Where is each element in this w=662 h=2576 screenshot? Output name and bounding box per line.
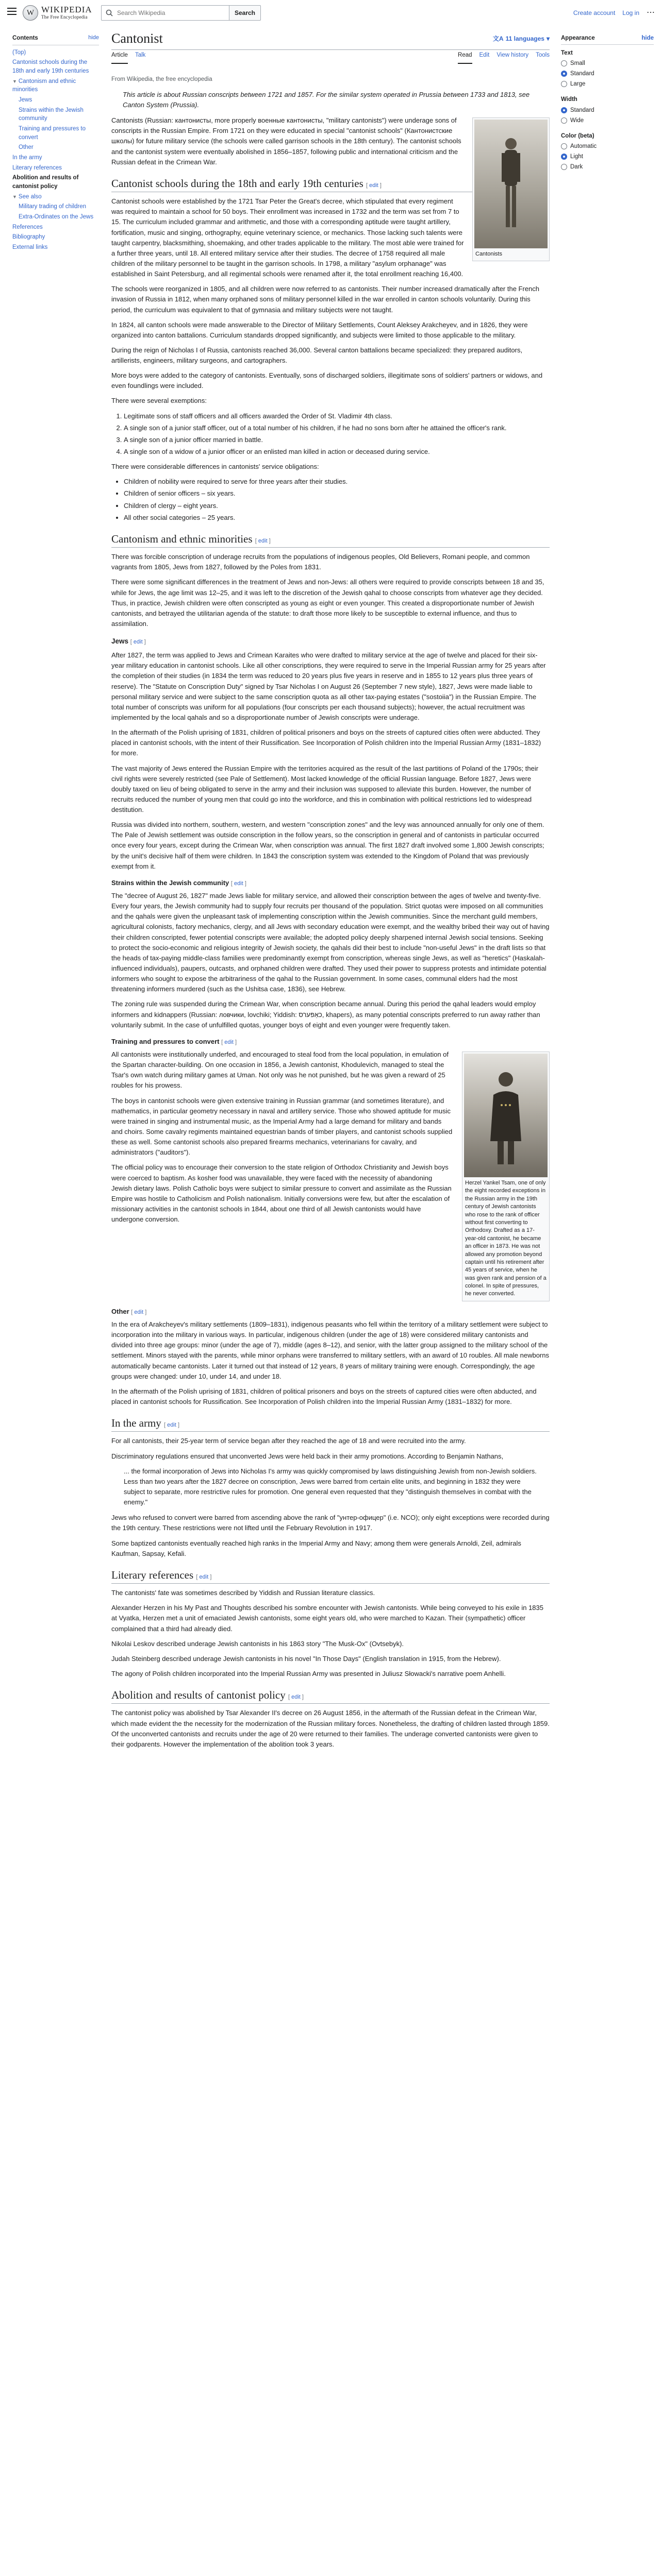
paragraph: The zoning rule was suspended during the Crimean War, when conscription became annual. During this period the qahal leaders would employ informers and kidnappers (Russian: ловчики, lovchiki; Yiddish: כאַפּערס, khapers), as many potential conscripts preferred to run away rather than voluntarily submit. In the case of unfulfilled quotas, younger boys of eight and even younger were frequently taken. — [111, 1000, 540, 1029]
toc-item-label[interactable]: (Top) — [12, 49, 26, 56]
toc-item-other[interactable] — [12, 143, 99, 152]
radio-circle[interactable] — [561, 60, 567, 66]
toc-item-strains[interactable] — [12, 106, 99, 123]
site-sub: From Wikipedia, the free encyclopedia — [111, 76, 212, 82]
exemptions-list — [111, 411, 550, 457]
tab-edit[interactable]: Edit — [479, 52, 490, 58]
tab-read[interactable]: Read — [458, 51, 472, 64]
toc-item-extra-ordinates[interactable] — [12, 213, 99, 222]
list-item: • Children of nobility were required to serve for three years after their studies. — [124, 477, 550, 487]
edit-section-link[interactable]: [ edit ] — [221, 1039, 237, 1045]
paragraph: The cantonist policy was abolished by Tsar Alexander II's decree on 26 August 1856, in the aftermath of the Russian defeat in the Crimean War, which made evident the the necessity for the modernization of the Russian military forces. Nonetheless, the drafting of children lasted through 1859. Of the unconverted cantonists and recruits under the age of 20 were returned to their families. The underage converted cantonists were given to their godparents. However the implementation of the abolition took 3 years. — [111, 1709, 550, 1748]
heading-text: Cantonist schools during the 18th and early 19th centuries — [111, 177, 363, 190]
heading-text: Strains within the Jewish community — [111, 878, 229, 887]
list-item: 1. Legitimate sons of staff officers and all officers awarded the Order of St. Vladimir 4th class. — [124, 411, 550, 421]
figure-caption: Cantonists — [475, 251, 502, 258]
edit-section-link[interactable]: [ edit ] — [196, 1573, 212, 1580]
toc-item-label[interactable]: In the army — [12, 155, 42, 161]
toc-item-label[interactable]: Other — [19, 144, 34, 151]
figure-cantonists — [472, 117, 550, 261]
toc-item-label[interactable]: See also — [18, 193, 42, 200]
list-item: • All other social categories – 25 years. — [124, 513, 550, 523]
radio-width-standard[interactable] — [561, 106, 654, 114]
paragraph: In the aftermath of the Polish uprising of 1831, children of political prisoners and boys on the streets of captured cities often were abducted. They placed in cantonist schools, with the intent of their Russification. See Incorporation of Polish children into the Imperial Russian Army (1831–1832) for more. — [111, 728, 541, 757]
figure-herzel-tsam — [462, 1052, 550, 1301]
radio-color-automatic[interactable] — [561, 142, 654, 150]
quote-block: ... the formal incorporation of Jews into Nicholas I's army was quickly compromised by laws distinguishing Jewish from non-Jewish soldiers. Less than two years after the 1827 decree on conscription, Jews were barred from certain elite units, and beginning in 1832 they were subject to separate, more restrictive rules for promotion. One general even requested that they "distinguish themselves in combat with the enemy." — [124, 1467, 537, 1506]
list-item: 4. A single son of a widow of a junior officer or an enlisted man killed in action or deceased during service. — [124, 447, 550, 457]
edit-link[interactable]: edit — [133, 639, 143, 646]
radio-text-small[interactable] — [561, 59, 654, 67]
paragraph: After 1827, the term was applied to Jews and Crimean Karaites who were drafted to military service at the age of twelve and placed for their six-year military education in cantonist schools. Like all other conscriptions, they were required to serve in the Imperial Russian army for 25 years after the completion of their studies (in 1834 the term was reduced to 20 years plus five years in reserve and in 1855 to 12 years plus three years of reserve). The "Statute on Conscription Duty" signed by Tsar Nicholas I on August 26 (September 7 new style), 1827, Jews were made liable to personal military service and were subject to the same conscription quota as all other tax-paying estates ("sostoiia") in the Russian Empire. The total number of conscripts was uniform for all populations (four conscripts per each thousand subjects); however, the actual recruitment was implemented by the local qahals and so a disproportionate number of Jewish conscripts were underage. — [111, 651, 546, 721]
search-box — [101, 5, 229, 21]
toc-item-jews[interactable] — [12, 96, 99, 105]
toc-item-references[interactable] — [12, 223, 99, 232]
paragraph: Judah Steinberg described underage Jewish cantonists in his novel "In Those Days" (English translation in 1915, from the Hebrew). — [111, 1654, 501, 1663]
toc-item-training[interactable] — [12, 125, 99, 142]
edit-section-link[interactable]: [ edit ] — [255, 537, 271, 544]
paragraph: Nikolai Leskov described underage Jewish cantonists in his 1863 story "The Musk-Ox" (Ovtsebyk). — [111, 1639, 404, 1648]
radio-label: Dark — [570, 164, 583, 171]
width-group — [561, 95, 654, 124]
language-button[interactable] — [493, 34, 550, 44]
list-item: • Children of senior officers – six years. — [124, 488, 550, 499]
herzel-tsam-portrait[interactable] — [464, 1054, 548, 1177]
logo-title: WIKIPEDIA — [41, 4, 92, 14]
edit-section-link[interactable]: [ edit ] — [130, 639, 146, 646]
header — [0, 0, 662, 27]
section-heading-in-the-army — [111, 1416, 550, 1432]
toc-item-abolition[interactable] — [12, 174, 99, 191]
paragraph: All cantonists were institutionally underfed, and encouraged to steal food from the local population, in emulation of the Spartan character-building. On one occasion in 1856, a Jewish cantonist, Khodulevich, managed to steal the Tsar's own watch during military games at Uman. Not only was he not punished, but he was given a reward of 25 roubles for his prowess. — [111, 1050, 449, 1090]
edit-link[interactable]: edit — [258, 537, 268, 544]
appearance-panel — [561, 34, 654, 178]
radio-text-large[interactable] — [561, 80, 654, 88]
text-size-label: Text — [561, 50, 573, 57]
edit-link[interactable]: edit — [291, 1694, 301, 1701]
search-form — [101, 5, 261, 21]
log-in-link[interactable]: Log in — [622, 9, 639, 16]
edit-section-link[interactable]: [ edit ] — [164, 1422, 180, 1429]
toc-item-see-also[interactable] — [12, 193, 99, 201]
toc-item-label[interactable]: Extra-Ordinates on the Jews — [19, 214, 94, 221]
paragraph: Alexander Herzen in his My Past and Thoughts described his sombre encounter with Jewish cantonists. While being conveyed to his exile in 1835 at Vyatka, Herzen met a unit of emaciated Jewish cantonists, some eight years old, who were marched to Kazan. Their (sympathetic) officer complained that a third had already died. — [111, 1604, 543, 1633]
tab-tools[interactable]: Tools — [536, 52, 550, 58]
personal-tools — [573, 8, 655, 18]
tab-article[interactable]: Article — [111, 51, 128, 64]
radio-circle[interactable] — [561, 117, 567, 124]
page-tabs — [111, 49, 550, 64]
search-icon — [106, 9, 113, 16]
radio-circle[interactable] — [561, 81, 567, 87]
globe-icon: W — [23, 5, 38, 21]
edit-section-link[interactable]: [ edit ] — [230, 880, 246, 887]
edit-section-link[interactable]: [ edit ] — [288, 1694, 304, 1701]
radio-label: Automatic — [570, 143, 597, 149]
paragraph: The vast majority of Jews entered the Russian Empire with the territories acquired as the result of the last partitions of Poland of the 1790s; their civil rights were severely restricted (see Pale of Settlement). Most lacked knowledge of the official Russian language. Before 1827, Jews were doubly taxed on lieu of being obligated to serve in the army and their inclusion was supposed to alleviate this burden. However, the number of recruits reduced the number of young men that could go into the workforce, and this in combination with political restrictions led to widespread destitution. — [111, 764, 539, 814]
radio-label: Wide — [570, 117, 584, 124]
heading-text: Cantonism and ethnic minorities — [111, 532, 253, 545]
paragraph: Jews who refused to convert were barred from ascending above the rank of "унтер-офицер" (i.e. NCO); only eight exceptions were recorded during the 19th century. These restrictions were not lifted until the February Revolution in 1917. — [111, 1514, 550, 1532]
tab-view-history[interactable]: View history — [496, 52, 529, 58]
toc-item-label[interactable]: Literary references — [12, 164, 62, 171]
toc-hide-button[interactable]: hide — [88, 35, 99, 41]
chevron-down-icon: ▾ — [546, 35, 550, 42]
wikipedia-logo[interactable] — [23, 4, 92, 22]
edit-link[interactable]: edit — [234, 880, 243, 887]
paragraph: During the reign of Nicholas I of Russia, cantonists reached 36,000. Several canton battalions became specialized: they prepared auditors, artillerists, engineers, military surgeons, and cartographers. — [111, 346, 523, 365]
section-heading-strains — [111, 878, 550, 888]
toc-item-military-trading[interactable] — [12, 202, 99, 211]
heading-text: Literary references — [111, 1568, 194, 1581]
section-heading-literary — [111, 1568, 550, 1584]
radio-circle[interactable] — [561, 107, 567, 113]
paragraph: The boys in cantonist schools were given extensive training in Russian grammar (and sometimes literature), and mathematics, in particular geometry necessary in naval and artillery service. Those who showed aptitude for music were trained in singing and instrumental music, as the Imperial Army had a large demand for military and bands and choirs. Some cavalry regiments maintained equestrian bands of timber players, and cantonist schools supplied these as well. Some cantonist schools also prepared firearms mechanics, veterinarians for cavalry, and administrators ("auditors"). — [111, 1096, 453, 1157]
toc-item-label[interactable]: Cantonism and ethnic minorities — [12, 78, 76, 93]
search-button[interactable]: Search — [229, 5, 261, 21]
radio-color-light[interactable] — [561, 152, 654, 161]
article-body — [111, 75, 550, 1754]
page-title: Cantonist — [111, 31, 163, 46]
paragraph: The agony of Polish children incorporated into the Imperial Russian Army was presented in Juliusz Słowacki's narrative poem Anhelli. — [111, 1669, 506, 1677]
edit-link[interactable]: edit — [224, 1039, 234, 1045]
paragraph: The cantonists' fate was sometimes described by Yiddish and Russian literature classics. — [111, 1589, 375, 1597]
text-size-group — [561, 49, 654, 88]
heading-text: In the army — [111, 1417, 161, 1430]
heading-text: Abolition and results of cantonist policy — [111, 1689, 286, 1702]
edit-link[interactable]: edit — [167, 1422, 176, 1429]
edit-section-link[interactable]: [ edit ] — [131, 1309, 147, 1315]
paragraph: In the era of Arakcheyev's military settlements (1809–1831), indigenous peasants who fell within the territory of a military settlement were subject to incorporation into the military in various ways. In particular, indigenous children (under the age of 18) were considered military cantonists and divided into three age groups: minor (under the age of 7), middle (ages 8–12), and senior, with the latter group assigned to the military school of the settlement. Minors stayed with the parents, while minor orphans were transferred to military settlers, with an award of 10 roubles. All male newborns automatically became cantonists. Later it turned out that instead of 12 years, 8 years of military training were enough. Correspondingly, the age groups were changed: under 10, under 14, and under 18. — [111, 1320, 549, 1380]
radio-label: Small — [570, 60, 585, 67]
create-account-link[interactable]: Create account — [573, 9, 616, 16]
toc-item-label[interactable]: Jews — [19, 97, 32, 104]
paragraph: The "decree of August 26, 1827" made Jews liable for military service, and allowed their conscription between the ages of twelve and twenty-five. Every four years, the Jewish community had to supply four recruits per thousand of the population. Strict quotas were imposed on all communities and the qahals were given the unpleasant task of implementing conscription within the Jewish communities. Since the merchant guild members, agricultural colonists, factory mechanics, clergy, and all Jews with secondary education were exempt, and the wealthy bribed their way out of having their children conscripted, fewer potential conscripts were available; the adopted policy deeply sharpened internal Jewish social tensions. Seeking to protect the socio-economic and religious integrity of Jewish society, the qahals did their best to include "non-useful Jews" in the draft lists so that the heads of tax-paying middle-class families were predominantly exempt from conscription, whereas single Jews, as well as "heretics" (Haskalah-influenced individuals), paupers, outcasts, and orphaned children were drafted. They used their power to suppress protests and intimidate potential informers who sought to expose the arbitrariness of the qahal to the Russian government. In some cases, communal elders had the most threatening informers murdered (such as the Ushitsa case, 1836), see Hebrew. — [111, 892, 550, 993]
edit-link[interactable]: edit — [369, 182, 378, 189]
section-heading-ethnic-minorities — [111, 532, 550, 548]
paragraph: Some baptized cantonists eventually reached high ranks in the Imperial Army and Navy; among them were generals Arnoldi, Zeil, admirals Kaufman, Sapsay, Kefali. — [111, 1539, 521, 1557]
language-count: 11 languages — [505, 35, 544, 42]
radio-color-dark[interactable] — [561, 163, 654, 171]
paragraph: There were some significant differences in the treatment of Jews and non-Jews: all others were required to provide conscripts between 18 and 35, while for Jews, the age limit was 12–25, and it was left to the discretion of the Jewish qahal to choose conscripts from whatever age they decided. Thus, in practice, Jewish children were often conscripted as young as eight or even younger. This created a disproportionate number of Jewish cantonists, and betrayed the utilitarian agenda of the statute: to draft those more likely to be susceptible to external influence, and thus to assimilation. — [111, 578, 544, 628]
section-heading-jews — [111, 636, 550, 647]
heading-text: Training and pressures to convert — [111, 1037, 220, 1045]
radio-circle[interactable] — [561, 164, 567, 170]
paragraph: There were several exemptions: — [111, 397, 207, 405]
paragraph: There were considerable differences in cantonists' service obligations: — [111, 463, 319, 471]
width-label: Width — [561, 96, 577, 103]
section-heading-abolition — [111, 1688, 550, 1704]
toc-item-label[interactable]: External links — [12, 244, 48, 251]
list-item: 2. A single son of a junior staff officer, out of a total number of his children, if he had no sons born after he attained the officer's rank. — [124, 423, 550, 433]
title-area — [111, 27, 550, 64]
cantonists-image[interactable] — [474, 120, 548, 248]
paragraph: There was forcible conscription of underage recruits from the populations of indigenous peoples, Old Believers, Romani people, and common vagrants from 1805, Jews from 1827, followed by the Poles from 1831. — [111, 553, 530, 571]
table-of-contents — [12, 34, 99, 253]
figure-caption: Herzel Yankel Tsam, one of only the eight recorded exceptions in the Russian army in the 19th century of Jewish cantonists who rose to the rank of officer without first converting to Orthodoxy. Drafted as a 17-year-old cantonist, he became an officer in 1873. He was not allowed any promotion beyond captain until his retirement after 45 years of service, when he was given rank and pension of a colonel. In spite of pressures, he never converted. — [465, 1180, 547, 1297]
chevron-down-icon[interactable]: ▼ — [12, 78, 17, 84]
hatnote: This article is about Russian conscripts between 1721 and 1857. For the similar system operated in Prussia between 1733 and 1813, see Canton System (Prussia). — [123, 90, 530, 109]
paragraph: In 1824, all canton schools were made answerable to the Director of Military Settlements, Count Aleksey Arakcheyev, and in 1826, they were organized into canton battalions. Curriculum standards dropped significantly, and subjects were limited to those applicable to the military. — [111, 320, 528, 339]
appearance-title: Appearance — [561, 35, 595, 41]
toc-item-ethnic-minorities[interactable] — [12, 77, 99, 94]
paragraph: More boys were added to the category of cantonists. Eventually, sons of discharged soldiers, illegitimate sons of soldiers' partners or widows, and even foundlings were included. — [111, 371, 543, 390]
logo-tagline: The Free Encyclopedia — [41, 14, 88, 20]
toc-item-label[interactable]: Training and pressures to convert — [19, 126, 86, 141]
edit-link[interactable]: edit — [134, 1309, 144, 1315]
color-label: Color (beta) — [561, 132, 594, 139]
toc-item-external-links[interactable] — [12, 243, 99, 252]
toc-item-label[interactable]: Abolition and results of cantonist policy — [12, 175, 79, 190]
toc-item-schools[interactable] — [12, 58, 99, 75]
edit-link[interactable]: edit — [199, 1573, 209, 1580]
radio-label: Standard — [570, 71, 594, 77]
toc-item-label[interactable]: Strains within the Jewish community — [19, 107, 84, 122]
toc-title: Contents — [12, 35, 38, 41]
section-heading-training — [111, 1037, 550, 1047]
radio-label: Standard — [570, 107, 594, 113]
main-menu-icon[interactable] — [7, 8, 16, 15]
radio-circle[interactable] — [561, 143, 567, 149]
toc-item-in-the-army[interactable] — [12, 154, 99, 162]
radio-width-wide[interactable] — [561, 116, 654, 125]
paragraph: For all cantonists, their 25-year term of service began after they reached the age of 18 and were recruited into the army. — [111, 1437, 466, 1445]
radio-circle[interactable] — [561, 154, 567, 160]
color-group — [561, 132, 654, 171]
radio-circle[interactable] — [561, 71, 567, 77]
radio-label: Large — [570, 81, 586, 88]
toc-item-label[interactable]: Bibliography — [12, 234, 45, 241]
translate-icon: 文A — [492, 35, 504, 42]
tab-talk[interactable]: Talk — [135, 52, 146, 58]
toc-item-label[interactable]: Military trading of children — [19, 204, 87, 210]
soldier-figure-icon — [495, 132, 526, 235]
section-heading-other — [111, 1307, 550, 1317]
appearance-hide-button[interactable]: hide — [641, 35, 654, 41]
heading-text: Other — [111, 1307, 129, 1315]
search-input[interactable] — [116, 9, 219, 17]
intro-paragraph: Cantonists (Russian: кантонисты, more properly военные кантонисты, "military cantonists") were underage sons of conscripts in the Russian Empire. From 1721 on they were educated in special "cantonist schools" (Кантонистские школы) for future military service (the schools were called garrison schools in the 18th century). The cantonist schools and the cantonist system were eventually abolished in 1856–1857, following public and international criticism and the Russian defeat in the Crimean War. — [111, 116, 461, 166]
radio-label: Light — [570, 153, 583, 160]
radio-text-standard[interactable] — [561, 70, 654, 78]
officer-portrait-icon — [485, 1064, 526, 1167]
appearance-header — [561, 34, 654, 45]
toc-item-bibliography[interactable] — [12, 233, 99, 242]
list-item: 3. A single son of a junior officer married in battle. — [124, 435, 550, 445]
paragraph: Cantonist schools were established by the 1721 Tsar Peter the Great's decree, which stipulated that every regiment was required to maintain a school for 50 boys. Their enrollment was increased in 1732 and the term was set from 7 to 15. The curriculum included grammar and arithmetic, and those with a corresponding aptitude were taught artillery, fortification, music and singing, orthography, equine veterinary science, or mechanics. Those lacking such talents were taught carpentry, blacksmithing, shoemaking, and other trades applicable to the military. The most able were trained for a further three years, until 18. All entered military service after their studies. The decree of 1758 required all male children of the military personnel to be taught in the garrison schools. In 1798, a military "asylum orphanage" was established in Saint Petersburg, and all regimental schools were renamed after it, the total enrollment reaching 16,400. — [111, 197, 464, 278]
paragraph: In the aftermath of the Polish uprising of 1831, children of political prisoners and boys on the streets of captured cities were often abducted, and placed in cantonist schools for Russification. See Incorporation of Polish children into the Imperial Russian Army (1831–1832) for more. — [111, 1387, 537, 1405]
list-item: • Children of clergy – eight years. — [124, 501, 550, 511]
heading-text: Jews — [111, 637, 129, 646]
chevron-down-icon[interactable]: ▼ — [12, 194, 17, 199]
toc-item-label[interactable]: Cantonist schools during the 18th and early 19th centuries — [12, 59, 89, 75]
paragraph: The official policy was to encourage their conversion to the state religion of Orthodox Christianity and Jewish boys were coerced to baptism. As kosher food was unavailable, they were faced with the necessity of abandoning Jewish dietary laws. Polish Catholic boys were subject to similar pressure to convert and assimilate as the Russian Empire was hostile to Catholicism and Polish nationalism. Initially conversions were few, but after the escalation of missionary activities in the cantonist schools in 1844, about one third of all Jewish cantonists would have undergone conversion. — [111, 1163, 452, 1224]
obligations-list — [111, 477, 550, 523]
more-options-icon[interactable]: ⋯ — [647, 8, 655, 18]
toc-header — [12, 34, 99, 45]
paragraph: Russia was divided into northern, southern, western, and western "conscription zones" and the levy was announced annually for only one of them. The Pale of Jewish settlement was outside conscription in the follow years, so the conscription in general and of cantonists in particular occurred once every four years, except during the Crimean War, when conscription was annual. The first 1827 draft involved some 1,800 Jewish conscripts; by the unit's decisive half of them were children. In 1843 the conscription system was extended to the Kingdom of Poland that was previously exempt from it. — [111, 821, 544, 870]
paragraph: Discriminatory regulations ensured that unconverted Jews were held back in their army promotions. According to Benjamin Nathans, — [111, 1452, 504, 1460]
toc-item-label[interactable]: References — [12, 224, 43, 230]
edit-section-link[interactable]: [ edit ] — [366, 182, 382, 189]
toc-item-top[interactable] — [12, 48, 99, 57]
paragraph: The schools were reorganized in 1805, and all children were now referred to as cantonists. Their number increased dramatically after the French invasion of Russia in 1812, when many orphaned sons of military personnel killed in the war enrolled in canton schools voluntarily. During this period, the curriculum was equivalent to that of gymnasia and military subjects were not taught. — [111, 285, 540, 314]
toc-item-literary[interactable] — [12, 164, 99, 173]
